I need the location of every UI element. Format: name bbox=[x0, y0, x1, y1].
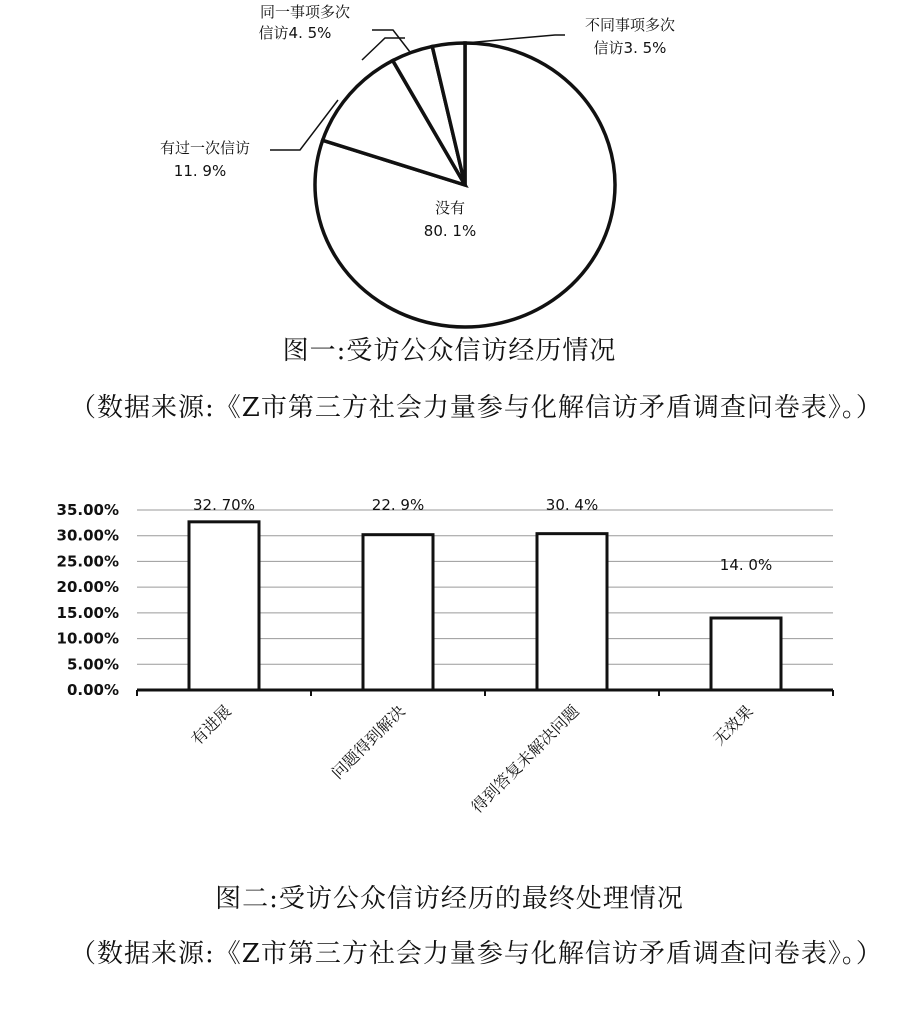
bar-x-label-0: 有进展 bbox=[187, 701, 235, 749]
bar-x-label-1: 问题得到解决 bbox=[327, 701, 409, 783]
bar-0 bbox=[189, 522, 259, 690]
figure-2-source-note: （数据来源:《Z市第三方社会力量参与化解信访矛盾调查问卷表》。） bbox=[70, 939, 883, 969]
bar-data-labels bbox=[193, 496, 772, 574]
figure-2-caption: 图二:受访公众信访经历的最终处理情况 bbox=[215, 884, 684, 914]
pie-label-s3-value: 信访3. 5% bbox=[593, 39, 667, 57]
bar-chart bbox=[0, 490, 899, 860]
pie-label-s1-value: 11. 9% bbox=[173, 162, 227, 180]
bar-y-axis-ticks bbox=[57, 501, 119, 699]
bar-data-label-2: 30. 4% bbox=[545, 496, 599, 514]
pie-label-s0-value: 80. 1% bbox=[423, 222, 477, 240]
figure-1-source-note: （数据来源:《Z市第三方社会力量参与化解信访矛盾调查问卷表》。） bbox=[70, 393, 883, 423]
bar-y-tick-label: 0.00% bbox=[66, 681, 119, 699]
pie-leader-line-group-s2 bbox=[372, 30, 410, 52]
bar-3 bbox=[711, 618, 781, 690]
bar-y-tick-label: 10.00% bbox=[56, 629, 119, 648]
bar-data-label-0: 32. 70% bbox=[193, 496, 255, 514]
bar-data-label-3: 14. 0% bbox=[719, 556, 773, 574]
bar-y-tick-label: 5.00% bbox=[66, 655, 119, 674]
bar-y-tick-label: 20.00% bbox=[56, 578, 119, 597]
pie-label-s3-name: 不同事项多次 bbox=[584, 16, 676, 34]
pie-label-s2-name: 同一事项多次 bbox=[259, 3, 351, 21]
bar-x-axis bbox=[137, 690, 833, 696]
bar-x-label-3: 无效果 bbox=[709, 701, 757, 749]
bar-y-tick-label: 25.00% bbox=[56, 552, 119, 571]
bar-x-axis-labels bbox=[187, 701, 756, 816]
bar-1 bbox=[363, 535, 433, 690]
bar-data-label-1: 22. 9% bbox=[371, 496, 425, 514]
pie-leader-line-group-s3 bbox=[465, 35, 565, 43]
pie-label-s1-name: 有过一次信访 bbox=[159, 139, 251, 157]
pie-label-s2-value: 信访4. 5% bbox=[258, 24, 332, 42]
pie-slices bbox=[315, 43, 615, 327]
figure-1-caption: 图一:受访公众信访经历情况 bbox=[282, 336, 617, 366]
pie-label-s0-name: 没有 bbox=[434, 199, 466, 217]
bar-y-tick-label: 15.00% bbox=[56, 603, 119, 622]
bar-y-tick-label: 30.00% bbox=[56, 526, 119, 545]
bar-x-label-2: 得到答复未解决问题 bbox=[467, 701, 583, 817]
bar-y-tick-label: 35.00% bbox=[56, 501, 119, 519]
bar-2 bbox=[537, 534, 607, 690]
pie-chart bbox=[0, 0, 899, 330]
